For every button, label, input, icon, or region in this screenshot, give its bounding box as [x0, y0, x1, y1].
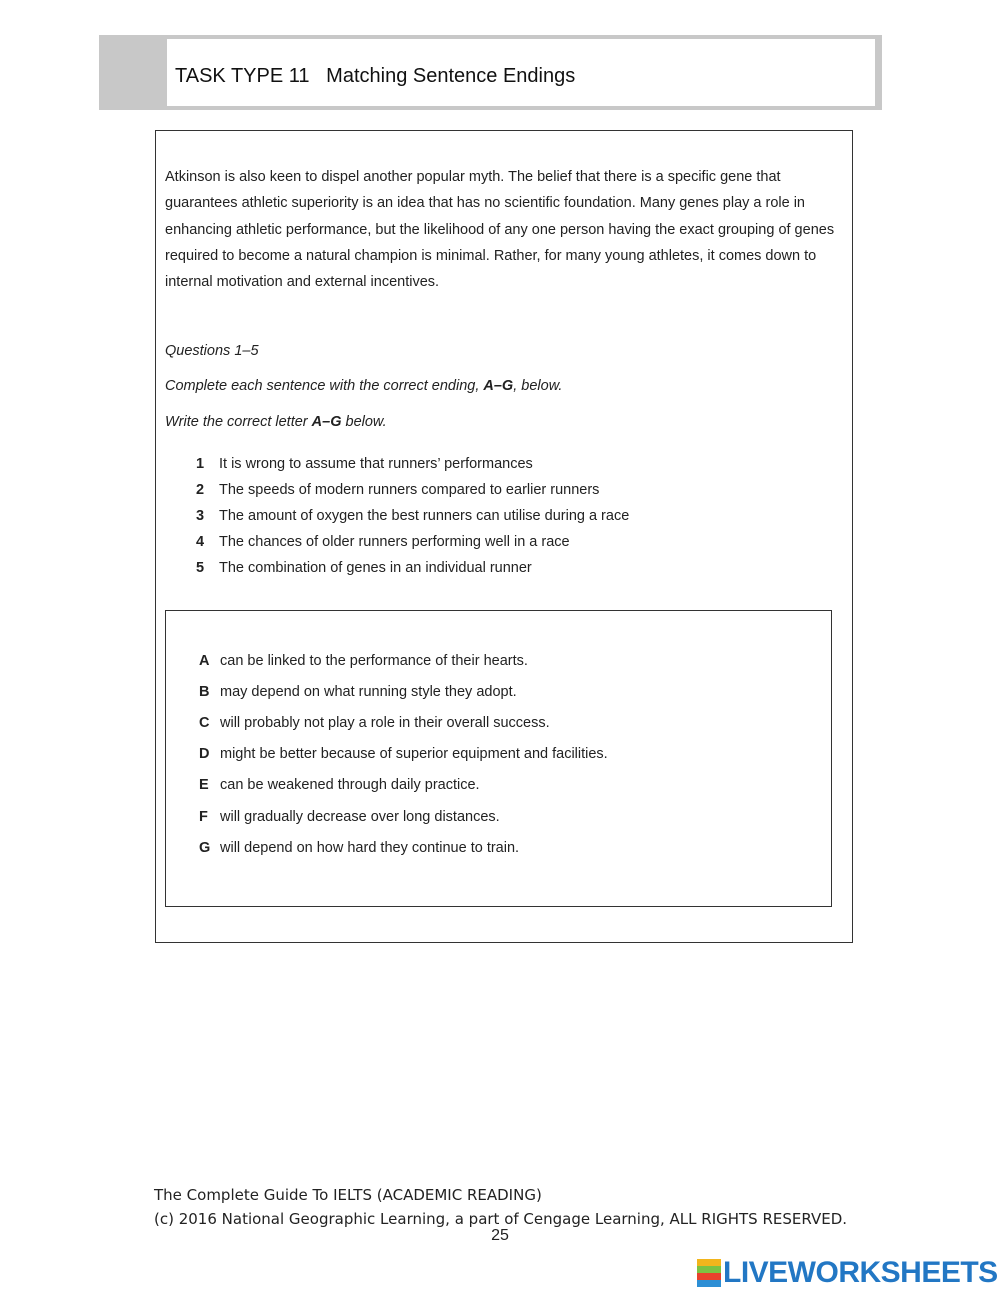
ending-item: [199, 676, 608, 707]
ending-item: [199, 832, 608, 863]
instruction-complete-range: A–G: [483, 378, 514, 394]
ending-letter: B: [199, 683, 210, 700]
instruction-complete: [165, 378, 562, 394]
ending-letter: A: [199, 652, 210, 669]
ending-list: [199, 645, 608, 863]
question-item: [196, 503, 629, 529]
ending-item: [199, 645, 608, 676]
book-footer: [154, 1183, 847, 1231]
task-header-panel: [167, 39, 875, 106]
instruction-complete-post: , below.: [513, 378, 563, 394]
question-item: [196, 529, 629, 555]
ending-text: can be linked to the performance of their hearts.: [220, 652, 528, 669]
questions-heading: Questions 1–5: [165, 343, 259, 359]
page-number: 25: [491, 1227, 509, 1244]
copyright-line: (c) 2016 National Geographic Learning, a part of Cengage Learning, ALL RIGHTS RESERVED.: [154, 1210, 848, 1228]
task-title: TASK TYPE 11 Matching Sentence Endings: [175, 65, 576, 87]
ending-item: [199, 707, 608, 738]
ending-letter: E: [199, 777, 209, 794]
instruction-write-post: below.: [341, 414, 387, 430]
question-item: [196, 451, 629, 477]
mark-stripe: [697, 1280, 721, 1287]
ending-text: can be weakened through daily practice.: [220, 777, 480, 794]
ending-text: may depend on what running style they adopt.: [220, 683, 517, 700]
liveworksheets-wordmark: LIVEWORKSHEETS: [723, 1256, 998, 1289]
question-list: [196, 451, 629, 581]
question-number: 1: [196, 456, 205, 472]
ending-letter: F: [199, 808, 208, 825]
question-item: [196, 555, 629, 581]
ending-text: will depend on how hard they continue to train.: [220, 839, 520, 856]
question-number: 2: [196, 482, 205, 498]
ending-letter: G: [199, 839, 211, 856]
liveworksheets-logo[interactable]: [697, 1256, 998, 1290]
instruction-write-pre: Write the correct letter: [165, 414, 312, 430]
mark-stripe: [697, 1259, 721, 1266]
ending-letter: D: [199, 746, 210, 763]
ending-item: [199, 770, 608, 801]
ending-letter: C: [199, 714, 210, 731]
task-header: [99, 35, 882, 110]
reading-passage: Atkinson is also keen to dispel another popular myth. The belief that there is a specific gene that guarantees athletic superiority is an idea that has no scientific foundation. Many genes play a role in enhancing athletic performance, but the likelihood of any one person having the exact grouping of genes required to become a natural champion is minimal. Rather, for many young athletes, it comes down to internal motivation and external incentives.: [165, 169, 835, 291]
question-item: [196, 477, 629, 503]
ending-text: will probably not play a role in their overall success.: [220, 714, 550, 731]
ending-text: might be better because of superior equipment and facilities.: [220, 746, 608, 763]
question-number: 4: [196, 534, 205, 550]
ending-item: [199, 739, 608, 770]
instruction-write-range: A–G: [311, 414, 342, 430]
question-text: It is wrong to assume that runners’ performances: [219, 456, 533, 472]
instruction-complete-pre: Complete each sentence with the correct ending,: [165, 378, 484, 394]
mark-stripe: [697, 1266, 721, 1273]
endings-box: [165, 610, 832, 907]
question-number: 3: [196, 508, 205, 524]
book-title: The Complete Guide To IELTS (ACADEMIC READING): [154, 1186, 542, 1204]
instruction-write: [165, 414, 387, 430]
question-text: The chances of older runners performing well in a race: [219, 534, 570, 550]
question-text: The amount of oxygen the best runners can utilise during a race: [219, 508, 630, 524]
question-number: 5: [196, 560, 205, 576]
mark-stripe: [697, 1273, 721, 1280]
liveworksheets-mark-icon: [697, 1259, 721, 1287]
question-text: The speeds of modern runners compared to earlier runners: [219, 482, 600, 498]
content-box: [155, 130, 853, 943]
ending-item: [199, 801, 608, 832]
question-text: The combination of genes in an individual runner: [219, 560, 532, 576]
ending-text: will gradually decrease over long distances.: [220, 808, 500, 825]
